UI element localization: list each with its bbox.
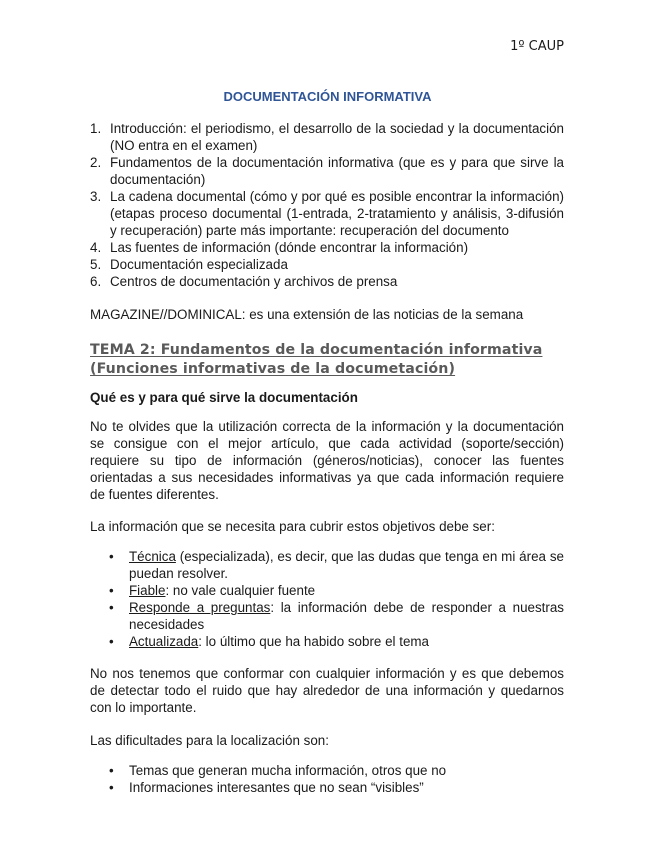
toc-item [90,120,564,154]
toc-text: Documentación especializada [110,257,288,272]
list-item [90,582,564,599]
toc-number: 1. [90,121,102,136]
table-of-contents [90,120,564,290]
toc-text: Centros de documentación y archivos de prensa [110,274,398,289]
bullet-icon: • [109,549,114,564]
term: Técnica [129,549,176,564]
list-item [90,548,564,582]
magazine-note: MAGAZINE//DOMINICAL: es una extensión de las noticias de la semana [90,307,524,322]
list-item-text: Informaciones interesantes que no sean “visibles” [129,780,424,795]
bullet-icon: • [109,583,114,598]
toc-item [90,154,564,188]
paragraph: No nos tenemos que conformar con cualquier información y es que debemos de detectar todo el ruido que hay alrededor de una información y quedarnos con lo importante. [90,666,564,715]
section-heading: TEMA 2: Fundamentos de la documentación informativa (Funciones informativas de la documetación) [90,342,543,377]
course-label: 1º CAUP [510,39,564,54]
term: Actualizada [129,634,199,649]
term-description: : no vale cualquier fuente [165,583,316,598]
subsection-heading: Qué es y para qué sirve la documentación [90,390,358,405]
toc-number: 6. [90,274,102,289]
toc-text: La cadena documental (cómo y por qué es posible encontrar la información) (etapas proceso documental (1-entrada, 2-tratamiento y análisis, 3-difusión y recuperación) parte más importante: recuperación del documento [110,189,564,238]
toc-item [90,273,564,290]
toc-text: Fundamentos de la documentación informativa (que es y para que sirve la documentación) [110,155,564,187]
bullet-icon: • [109,600,114,615]
toc-item [90,256,564,273]
document-title: DOCUMENTACIÓN INFORMATIVA [223,89,432,104]
toc-item [90,239,564,256]
term-description: : la información debe de responder a nuestras necesidades [129,600,564,632]
toc-number: 2. [90,155,102,170]
list-item-text: Temas que generan mucha información, otros que no [129,763,447,778]
term-description: : lo último que ha habido sobre el tema [198,634,429,649]
paragraph: No te olvides que la utilización correcta de la información y la documentación se consigue con el mejor artículo, que cada actividad (soporte/sección) requiere su tipo de información (géneros/noticias), conocer las fuentes orientadas a sus necesidades informativas ya que cada información requiere de fuentes diferentes. [90,419,564,502]
toc-number: 5. [90,257,102,272]
term: Responde a preguntas [129,600,271,615]
toc-text: Las fuentes de información (dónde encontrar la información) [110,240,469,255]
requirements-list [90,548,564,650]
bullet-icon: • [109,780,114,795]
list-item [90,633,564,650]
bullet-icon: • [109,763,114,778]
list-item [90,762,564,779]
document-body [90,120,564,796]
bullet-icon: • [109,634,114,649]
difficulties-list [90,762,564,796]
toc-number: 3. [90,189,102,204]
paragraph: Las dificultades para la localización son: [90,733,329,748]
toc-text: Introducción: el periodismo, el desarrollo de la sociedad y la documentación (NO entra en el examen) [110,121,564,153]
list-item [90,599,564,633]
term-description: (especializada), es decir, que las dudas que tenga en mi área se puedan resolver. [129,549,564,581]
term: Fiable [129,583,166,598]
paragraph: La información que se necesita para cubrir estos objetivos debe ser: [90,519,495,534]
toc-item [90,188,564,239]
toc-number: 4. [90,240,102,255]
list-item [90,779,564,796]
